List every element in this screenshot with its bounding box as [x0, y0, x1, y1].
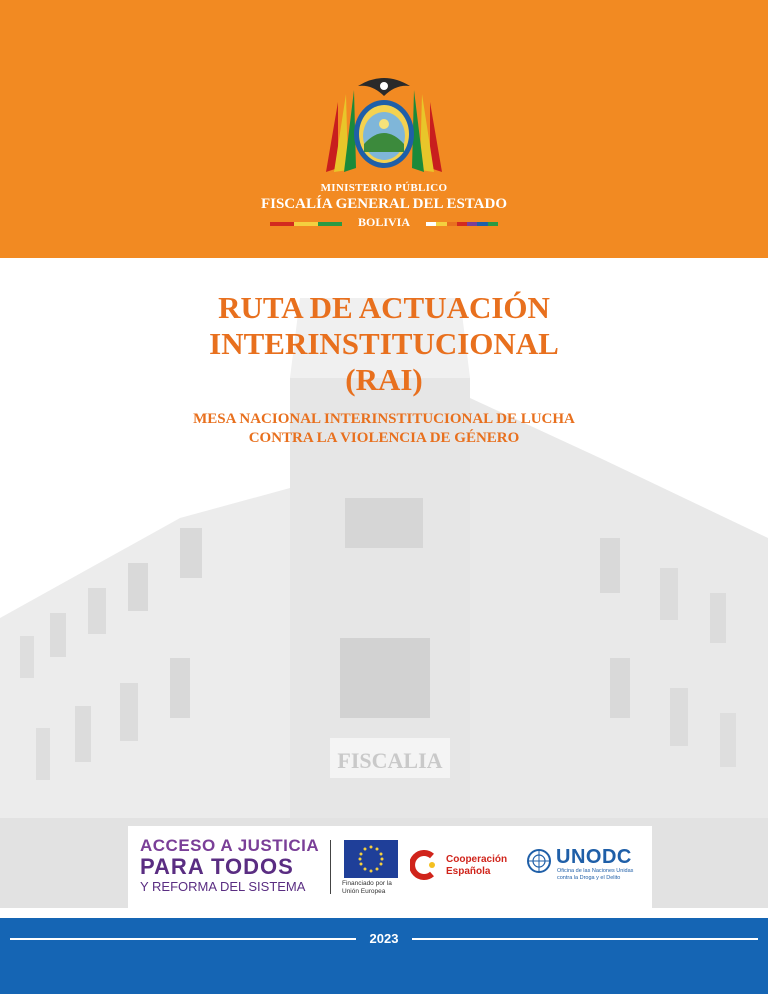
flag-stripe-left: [270, 222, 342, 226]
logo-divider: [330, 840, 331, 894]
acceso-justicia-logo-line2: PARA TODOS: [140, 854, 294, 879]
document-title-line2: INTERINSTITUCIONAL: [209, 326, 559, 361]
acceso-justicia-logo-line1: ACCESO A JUSTICIA: [140, 836, 320, 855]
document-title-line1: RUTA DE ACTUACIÓN: [218, 290, 550, 325]
footer-band: [0, 918, 768, 994]
wiphala-stripe-right: [426, 222, 498, 226]
footer-rule-left: [10, 938, 356, 940]
unodc-logo-title: UNODC: [556, 846, 632, 868]
document-title-acronym: (RAI): [345, 362, 423, 397]
unodc-logo-subtitle: Oficina de las Naciones Unidas contra la Droga y el Delito: [557, 868, 634, 881]
acceso-justicia-logo-line3: Y REFORMA DEL SISTEMA: [140, 879, 306, 894]
institution-fiscalia: FISCALÍA GENERAL DEL ESTADO: [260, 196, 508, 212]
footer-rule-right: [412, 938, 758, 940]
eu-funding-text: Financiado por la Unión Europea: [342, 880, 392, 895]
institution-ministerio: MINISTERIO PÚBLICO: [320, 182, 448, 194]
sponsor-logos-panel: [128, 826, 652, 908]
cooperacion-espanola-text: Cooperación Española: [446, 854, 508, 877]
un-emblem-icon: [526, 848, 552, 874]
institution-bolivia: BOLIVIA: [357, 215, 410, 229]
building-sign-text: FISCALIA: [337, 748, 443, 773]
document-subtitle-line2: CONTRA LA VIOLENCIA DE GÉNERO: [248, 430, 520, 446]
cooperacion-espanola-icon: [410, 850, 440, 880]
bolivia-coat-of-arms-icon: [318, 72, 450, 180]
header-band: [0, 0, 768, 258]
publication-year: 2023: [369, 931, 399, 946]
document-subtitle-line1: MESA NACIONAL INTERINSTITUCIONAL DE LUCHA: [193, 411, 575, 427]
eu-flag-icon: [344, 840, 398, 878]
